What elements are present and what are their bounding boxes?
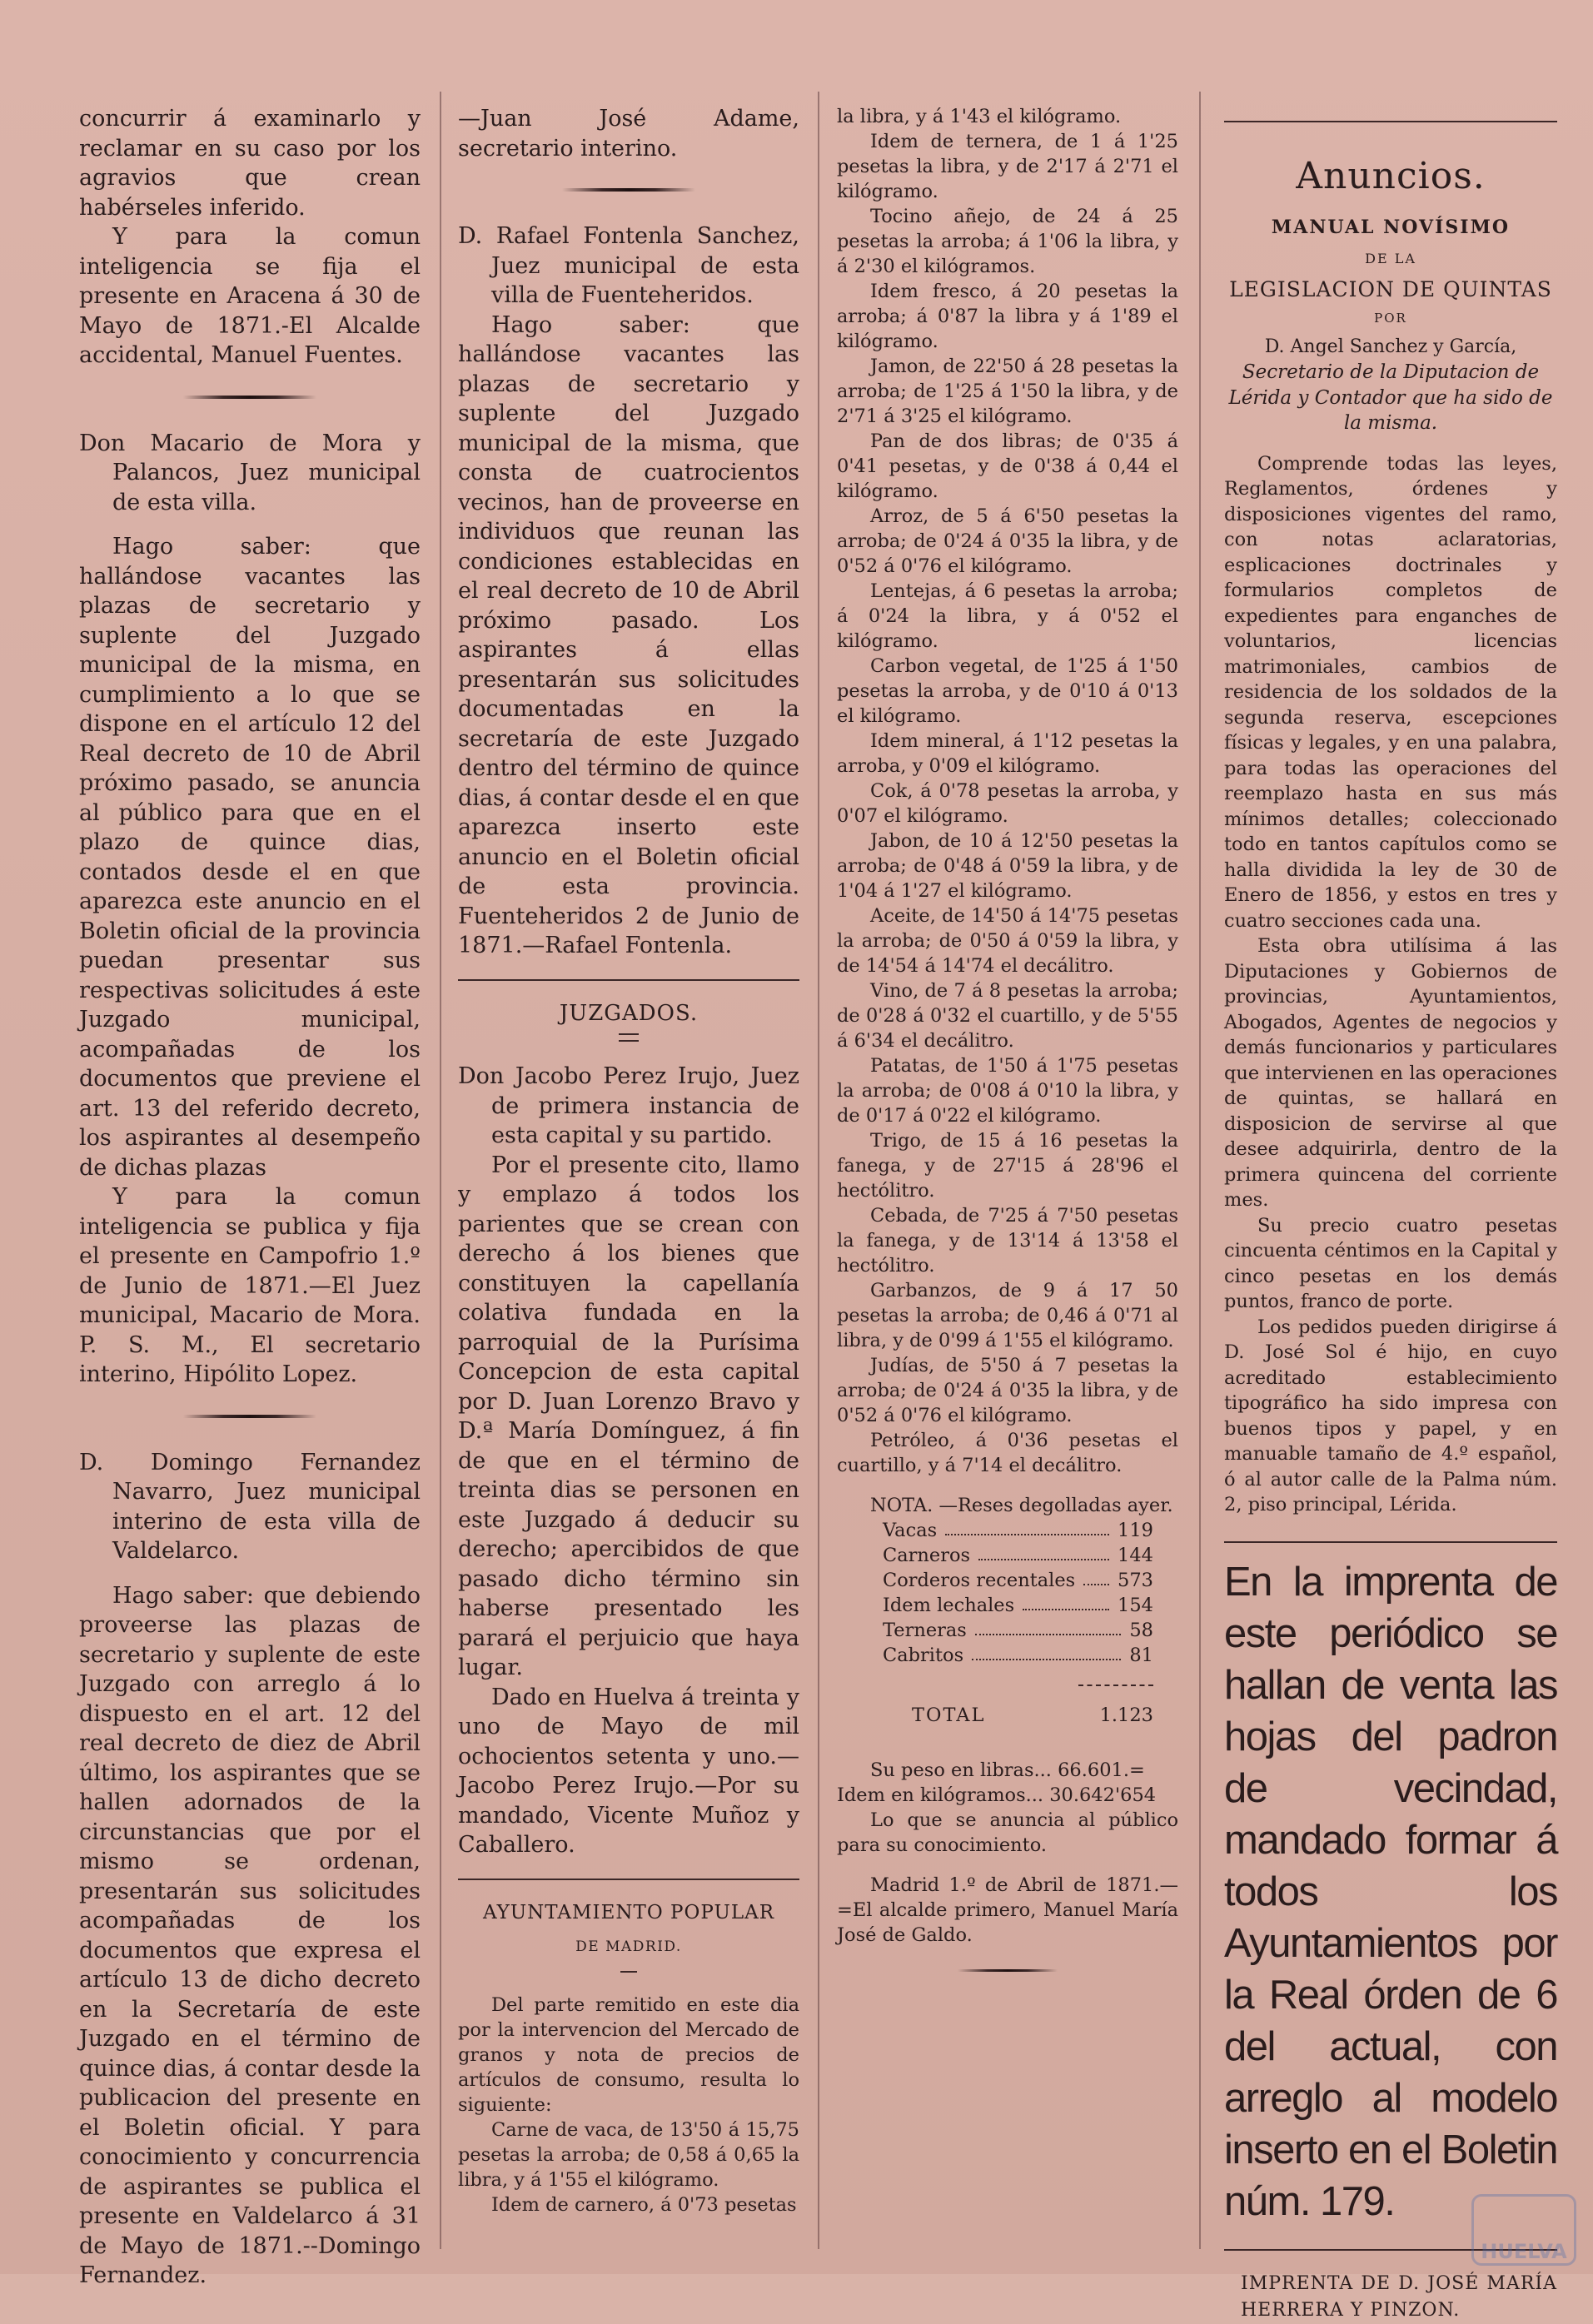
- anuncios-title: Anuncios.: [1296, 155, 1486, 197]
- price-item: Petróleo, á 0'36 pesetas el cuartillo, y á 7'14 el decálitro.: [837, 1430, 1178, 1476]
- price-item: Tocino añejo, de 24 á 25 pesetas la arroba; á 1'06 la libra, y á 2'30 el kilógramos.: [837, 206, 1178, 277]
- book-title: MANUAL NOVÍSIMO: [1271, 216, 1511, 238]
- price-item: Jabon, de 10 á 12'50 pesetas la arroba; de 0'48 á 0'59 la libra, y de 1'04 á 1'27 el kilógramo.: [837, 830, 1178, 902]
- section-subtitle: DE MADRID.: [575, 1938, 682, 1955]
- nota-row: [837, 1593, 1178, 1618]
- total-value: 1.123: [1099, 1704, 1153, 1726]
- paragraph: Y para la comun inteligencia se publica y fija el presente en Campofrio 1.º de Junio de 1871.—El Juez municipal, Macario de Mora. P. S. M., El secretario interino, Hipólito Lopez.: [79, 1184, 421, 1387]
- price-item: Trigo, de 15 á 16 pesetas la fanega, y de 27'15 á 28'96 el hectólitro.: [837, 1130, 1178, 1202]
- total-label: TOTAL: [912, 1704, 986, 1726]
- column-1: [79, 104, 421, 2288]
- rule: [458, 979, 799, 981]
- nota-label: Carneros: [883, 1545, 971, 1566]
- separator: [183, 396, 316, 399]
- paragraph: Carne de vaca, de 13'50 á 15,75 pesetas la arroba; de 0,58 á 0,65 la libra, y á 1'55 el kilógramo.: [458, 2118, 799, 2191]
- paragraph: Y para la comun inteligencia se fija el presente en Aracena á 30 de Mayo de 1871.-El Alcalde accidental, Manuel Fuentes.: [79, 224, 421, 368]
- rule: [1224, 1541, 1557, 1543]
- price-item: Pan de dos libras; de 0'35 á 0'41 pesetas, y de 0'38 á 0,44 el kilógramo.: [837, 430, 1178, 502]
- nota-label: Vacas: [883, 1520, 938, 1541]
- nota-row: [837, 1643, 1178, 1668]
- library-stamp: HUELVA: [1471, 2194, 1576, 2266]
- paragraph: Por el presente cito, llamo y emplazo á todos los parientes que se crean con derecho á los bienes que constituyen la capellanía colativa fundada en la parroquial de la Purísima Concepcion de esta capital por D. Juan Lorenzo Bravo y D.ª María Domínguez, á fin de que en el término de treinta dias se personen en este Juzgado á deducir su derecho; apercibidos de que pasado dicho término sin haberse presentado les parará el perjuicio que haya lugar.: [458, 1152, 799, 1680]
- paragraph: Hago saber: que debiendo proveerse las plazas de secretario y suplente de este Juzgado con arreglo á lo dispuesto en el art. 12 del real decreto de diez de Abril último, los aspirantes que se hallen adornados de la circunstancias que por el mismo se ordenan, presentarán sus solicitudes acompañadas de los documentos que expresa el artículo 13 de dicho decreto en la Secretaría de este Juzgado en el término de quince dias, á contar desde la publicacion del presente en el Boletin oficial. Y para conocimiento y concurrencia de aspirantes se publica el presente en Valdelarco á 31 de Mayo de 1871.--Domingo Fernandez.: [79, 1582, 421, 2288]
- price-item: Idem mineral, á 1'12 pesetas la arroba, y 0'09 el kilógramo.: [837, 730, 1178, 777]
- paragraph: Su precio cuatro pesetas cincuenta céntimos en la Capital y cinco pesetas en los demás puntos, franco de porte.: [1224, 1214, 1557, 1312]
- author-name: D. Angel Sanchez y García,: [1264, 336, 1517, 357]
- nota-row: [837, 1518, 1178, 1543]
- column-rule: [440, 92, 441, 2249]
- paragraph: Hago saber: que hallándose vacantes las plazas de secretario y suplente del Juzgado municipal de la misma, en cumplimiento a lo que se dispone en el artículo 12 del Real decreto de 10 de Abril próximo pasado, se anuncia al público para que en el plazo de quince dias, contados desde el en que aparezca este anuncio en el Boletin oficial de la provincia puedan presentar sus respectivas solicitudes á este Juzgado municipal, acompañadas de los documentos que previene el art. 13 del referido decreto, los aspirantes al desempeño de dichas plazas: [79, 534, 421, 1181]
- separator: [562, 188, 695, 192]
- price-item: Vino, de 7 á 8 pesetas la arroba; de 0'28 á 0'32 el cuartillo, y de 5'55 á 6'34 el decálitro.: [837, 980, 1178, 1052]
- nota-row: [837, 1543, 1178, 1568]
- separator: [958, 1969, 1058, 1972]
- nota-heading: NOTA. —Reses degolladas ayer.: [870, 1495, 1173, 1516]
- paragraph: —Juan José Adame, secretario interino.: [458, 106, 799, 162]
- nota-label: Cabritos: [883, 1645, 964, 1666]
- notice-heading: Don Jacobo Perez Irujo, Juez de primera instancia de esta capital y su partido.: [458, 1063, 799, 1148]
- column-rule: [1199, 92, 1201, 2249]
- price-item: Idem de ternera, de 1 á 1'25 pesetas la libra, y de 2'17 á 2'71 el kilógramo.: [837, 131, 1178, 202]
- nota-label: Terneras: [883, 1620, 967, 1641]
- paragraph: Del parte remitido en este dia por la intervencion del Mercado de granos y nota de precios de artículos de consumo, resulta lo siguiente:: [458, 1993, 799, 2116]
- book-subtitle: LEGISLACION DE QUINTAS: [1229, 276, 1552, 301]
- book-title-connector: DE LA: [1365, 251, 1416, 266]
- separator: [183, 1415, 316, 1418]
- weight-line: Idem en kilógramos... 30.642'654: [837, 1784, 1157, 1806]
- author-role: Secretario de la Diputacion de Lérida y Contador que ha sido de la misma.: [1228, 361, 1553, 434]
- price-item: Carbon vegetal, de 1'25 á 1'50 pesetas la arroba, y de 0'10 á 0'13 el kilógramo.: [837, 655, 1178, 727]
- nota-value: 144: [1118, 1545, 1153, 1566]
- rule: [458, 1879, 799, 1880]
- double-dash: [619, 1033, 639, 1042]
- notice-heading: D. Rafael Fontenla Sanchez, Juez municipal de esta villa de Fuenteheridos.: [458, 223, 799, 308]
- paragraph: Lo que se anuncia al público para su conocimiento.: [837, 1809, 1178, 1856]
- leader-dots: [945, 1518, 1109, 1535]
- rule: [1224, 121, 1557, 122]
- nota-list: [837, 1518, 1178, 1668]
- nota-label: Idem lechales: [883, 1595, 1015, 1616]
- printer-imprint: IMPRENTA DE D. JOSÉ MARÍA HERRERA Y PINZON.: [1241, 2272, 1557, 2321]
- nota-label: Corderos recentales: [883, 1570, 1076, 1591]
- price-item: la libra, y á 1'43 el kilógramo.: [837, 106, 1122, 127]
- paragraph: Hago saber: que hallándose vacantes las plazas de secretario y suplente del Juzgado municipal de la misma, que consta de cuatrocientos vecinos, han de proveerse en individuos que reunan las condiciones establecidas en el real decreto de 10 de Abril próximo pasado. Los aspirantes á ellas presentarán sus solicitudes documentadas en la secretaría de este Juzgado dentro del término de quince dias, á contar desde el en que aparezca inserto este anuncio en el Boletin oficial de esta provincia. Fuenteheridos 2 de Junio de 1871.—Rafael Fontenla.: [458, 311, 799, 958]
- price-item: Garbanzos, de 9 á 17 50 pesetas la arroba; de 0,46 á 0'71 al libra, y de 0'99 á 1'55 el kilógramo.: [837, 1280, 1178, 1351]
- paragraph: Los pedidos pueden dirigirse á D. José Sol é hijo, en cuyo acreditado establecimiento tipográfico ha sido impresa con buenos tipos y papel, y en manuable tamaño de 4.º español, ó al autor calle de la Palma núm. 2, piso principal, Lérida.: [1224, 1316, 1557, 1515]
- by-line: POR: [1374, 311, 1407, 326]
- paragraph: concurrir á examinarlo y reclamar en su caso por los agravios que crean habérseles inferido.: [79, 106, 421, 221]
- short-dash: [620, 1971, 637, 1973]
- nota-value: 573: [1118, 1570, 1153, 1591]
- nota-value: 119: [1118, 1520, 1153, 1541]
- total-row: [837, 1703, 1178, 1728]
- price-item: Lentejas, á 6 pesetas la arroba; á 0'24 la libra, y á 0'52 el kilógramo.: [837, 580, 1178, 652]
- paragraph: Idem de carnero, á 0'73 pesetas: [491, 2193, 797, 2216]
- section-title: JUZGADOS.: [559, 1000, 699, 1026]
- price-item: Idem fresco, á 20 pesetas la arroba; á 0'87 la libra y á 1'89 el kilógramo.: [837, 281, 1178, 352]
- leader-dots: [1023, 1593, 1109, 1610]
- total-rule: [1078, 1685, 1153, 1688]
- column-3: [837, 104, 1178, 2241]
- notice-heading: Don Macario de Mora y Palancos, Juez municipal de esta villa.: [79, 430, 421, 515]
- leader-dots: [1083, 1568, 1109, 1585]
- nota-value: 58: [1129, 1620, 1153, 1641]
- paragraph: Esta obra utilísima á las Diputaciones y Gobiernos de provincias, Ayuntamientos, Abogados, Agentes de negocios y demás funcionarios y particulares que intervienen en las operaciones de quintas, se hallará en disposicion de servirse al que desee adquirirla, dentro de la primera quincena del corriente mes.: [1224, 935, 1557, 1211]
- nota-row: [837, 1568, 1178, 1593]
- price-item: Cebada, de 7'25 á 7'50 pesetas la fanega, y de 13'14 á 13'58 el hectólitro.: [837, 1205, 1178, 1276]
- price-item: Cok, á 0'78 pesetas la arroba, y 0'07 el kilógramo.: [837, 780, 1178, 827]
- signature: Madrid 1.º de Abril de 1871.— =El alcalde primero, Manuel María José de Galdo.: [837, 1874, 1178, 1946]
- nota-row: [837, 1618, 1178, 1643]
- imprenta-notice: En la imprenta de este periódico se hallan de venta las hojas del padron de vecindad, mandado formar á todos los Ayuntamientos por la Real órden de 6 del actual, con arreglo al modelo inserto en el Boletin núm. 179.: [1224, 1559, 1557, 2224]
- price-item: Jamon, de 22'50 á 28 pesetas la arroba; de 1'25 á 1'50 la libra, y de 2'71 á 3'25 el kilógramo.: [837, 356, 1178, 427]
- nota-value: 81: [1129, 1645, 1153, 1666]
- column-2: [458, 104, 799, 2241]
- price-item: Judías, de 5'50 á 7 pesetas la arroba; de 0'24 á 0'35 la libra, y de 0'52 á 0'76 el kilógramo.: [837, 1355, 1178, 1426]
- leader-dots: [972, 1643, 1121, 1660]
- price-item: Aceite, de 14'50 á 14'75 pesetas la arroba; de 0'50 á 0'59 la libra, y de 14'54 á 14'74 el decálitro.: [837, 905, 1178, 977]
- paragraph: Comprende todas las leyes, Reglamentos, órdenes y disposiciones vigentes del ramo, con notas aclaratorias, esplicaciones doctrinales y formularios completos de expedientes para enganches de voluntarios, licencias matrimoniales, cambios de residencia de los soldados de la segunda reserva, escepciones físicas y legales, y en una palabra, para todas las operaciones del reemplazo hasta en sus más mínimos detalles; coleccionado todo en tantos capítulos como se halla dividida la ley de 30 de Enero de 1856, y estos en tres y cuatro secciones cada una.: [1224, 452, 1557, 932]
- leader-dots: [975, 1618, 1122, 1635]
- column-rule: [818, 92, 819, 2249]
- notice-heading: D. Domingo Fernandez Navarro, Juez municipal interino de esta villa de Valdelarco.: [79, 1449, 421, 1564]
- price-item: Patatas, de 1'50 á 1'75 pesetas la arroba; de 0'08 á 0'10 la libra, y de 0'17 á 0'22 el kilógramo.: [837, 1055, 1178, 1127]
- paragraph: Dado en Huelva á treinta y uno de Mayo de mil ochocientos setenta y uno.—Jacobo Perez Irujo.—Por su mandado, Vicente Muñoz y Caballero.: [458, 1684, 799, 1858]
- nota-value: 154: [1118, 1595, 1153, 1616]
- price-item: Arroz, de 5 á 6'50 pesetas la arroba; de 0'24 á 0'35 la libra, y de 0'52 á 0'76 el kilógramo.: [837, 505, 1178, 577]
- leader-dots: [978, 1543, 1109, 1560]
- section-title: AYUNTAMIENTO POPULAR: [482, 1901, 775, 1923]
- weight-line: Su peso en libras... 66.601.=: [870, 1759, 1145, 1781]
- price-list: [837, 104, 1178, 1478]
